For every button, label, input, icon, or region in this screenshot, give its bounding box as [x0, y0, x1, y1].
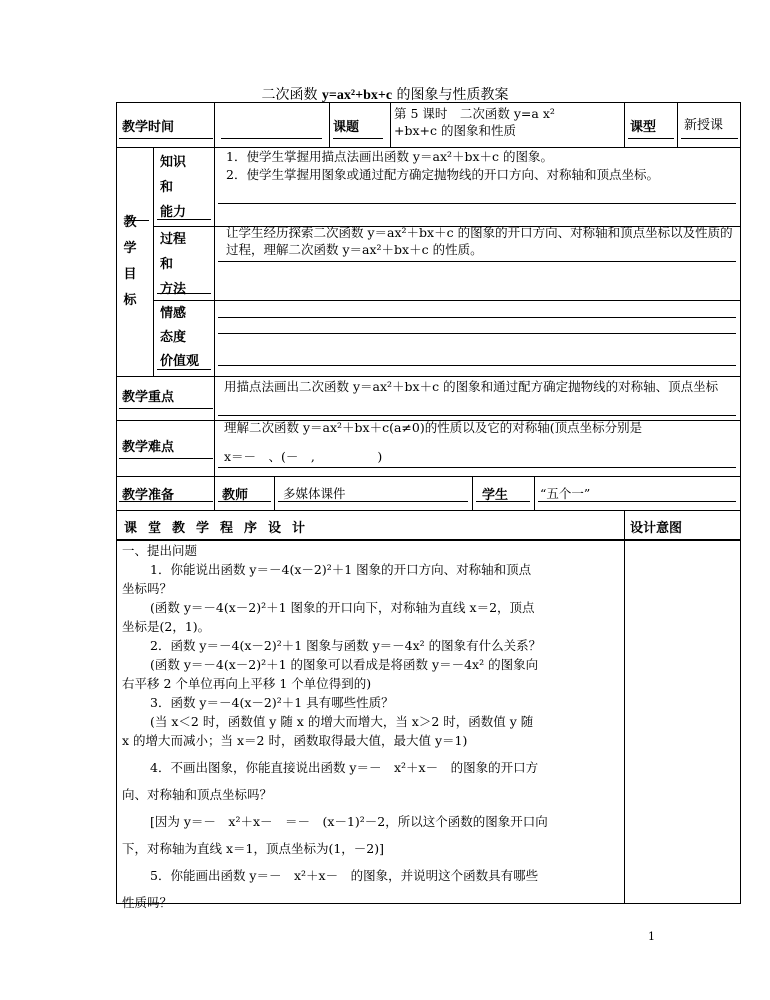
lesson-type-label: 课型: [630, 120, 657, 135]
knowledge-item-1: 1．使学生掌握用描点法画出函数 y＝ax²＋bx＋c 的图象。: [226, 149, 554, 164]
content-line: 2．函数 y＝－4(x－2)²＋1 图象与函数 y＝－4x² 的图象有什么关系？: [150, 638, 542, 653]
key-point-label: 教学重点: [122, 390, 175, 405]
content-line: 下，对称轴为直线 x＝1，顶点坐标为(1，－2)]: [122, 841, 385, 856]
objectives-side-label: [120, 210, 140, 314]
teaching-time-value: [218, 106, 326, 142]
teaching-prep-label: 教学准备: [122, 488, 175, 503]
knowledge-ability-label: 知识 和 能力: [160, 155, 187, 220]
topic-label: 课题: [333, 120, 360, 135]
content-line: (当 x＜2 时，函数值 y 随 x 的增大而增大，当 x＞2 时，函数值 y 随: [150, 714, 534, 729]
objectives-side-char: 目: [123, 267, 137, 282]
content-line: (函数 y＝－4(x－2)²＋1 的图象可以看成是将函数 y＝－4x² 的图象向: [150, 657, 539, 672]
lesson-type-value: 新授课: [684, 118, 724, 133]
content-line: 1．你能说出函数 y＝－4(x－2)²＋1 图象的开口方向、对称轴和顶点: [150, 562, 532, 577]
content-line: 向、对称轴和顶点坐标吗？: [122, 787, 273, 802]
objectives-side-char: 标: [123, 293, 137, 308]
objectives-side-char: 学: [123, 241, 137, 256]
content-line: [因为 y＝－ x²＋x－ ＝－ (x－1)²－2，所以这个函数的图象开口向: [150, 814, 548, 829]
difficulty-text-line-2: x＝－ 、(－ , ): [224, 449, 383, 464]
teaching-time-label: 教学时间: [122, 120, 175, 135]
content-line: (函数 y＝－4(x－2)²＋1 图象的开口向下，对称轴为直线 x＝2，顶点: [150, 600, 535, 615]
process-method-label: 过程 和 方法: [160, 232, 187, 297]
emotion-attitude-label: 情感 态度 价值观: [160, 306, 200, 369]
objectives-side-char: 教: [123, 215, 137, 230]
difficulty-text-line-1: 理解二次函数 y＝ax²＋bx＋c(a≠0)的性质以及它的对称轴(顶点坐标分别是: [224, 420, 643, 435]
content-line: 坐标是(2，1)。: [122, 619, 211, 634]
student-value: “五个一”: [540, 486, 591, 501]
content-line: 3．函数 y＝－4(x－2)²＋1 具有哪些性质？: [150, 695, 394, 710]
content-line: 坐标吗？: [122, 581, 173, 596]
content-line: 4．不画出图象，你能直接说出函数 y＝－ x²＋x－ 的图象的开口方: [150, 760, 539, 775]
design-intent-label: 设计意图: [630, 521, 683, 536]
lesson-content: [122, 541, 618, 912]
key-point-text: 用描点法画出二次函数 y＝ax²＋bx＋c 的图象和通过配方确定抛物线的对称轴、顶点坐标: [224, 379, 719, 394]
difficulty-label: 教学难点: [122, 440, 175, 455]
content-line: 一、提出问题: [122, 543, 198, 558]
teacher-label: 教师: [222, 488, 249, 503]
topic-value-line-1: 第 5 课时 二次函数 y=a x²: [394, 106, 555, 121]
page-number: 1: [648, 930, 655, 943]
student-label: 学生: [482, 488, 509, 503]
program-design-label: 课堂教学程序设计: [124, 521, 317, 536]
document-title: 二次函数 y=ax²+bx+c 的图象与性质教案: [261, 87, 509, 103]
content-line: x 的增大而减小；当 x＝2 时，函数取得最大值，最大值 y＝1): [122, 733, 468, 748]
content-line: 性质吗？: [122, 895, 173, 910]
teacher-value: 多媒体课件: [283, 486, 346, 501]
topic-value-line-2: +bx+c 的图象和性质: [394, 123, 516, 138]
content-line: 5．你能画出函数 y＝－ x²＋x－ 的图象，并说明这个函数具有哪些: [150, 868, 539, 883]
content-line: 右平移 2 个单位再向上平移 1 个单位得到的): [122, 676, 372, 691]
process-method-text: 让学生经历探索二次函数 y＝ax²＋bx＋c 的图象的开口方向、对称轴和顶点坐标以及性质的过程，理解二次函数 y＝ax²＋bx＋c 的性质。: [226, 225, 733, 257]
knowledge-item-2: 2．使学生掌握用图象或通过配方确定抛物线的开口方向、对称轴和顶点坐标。: [226, 167, 659, 182]
